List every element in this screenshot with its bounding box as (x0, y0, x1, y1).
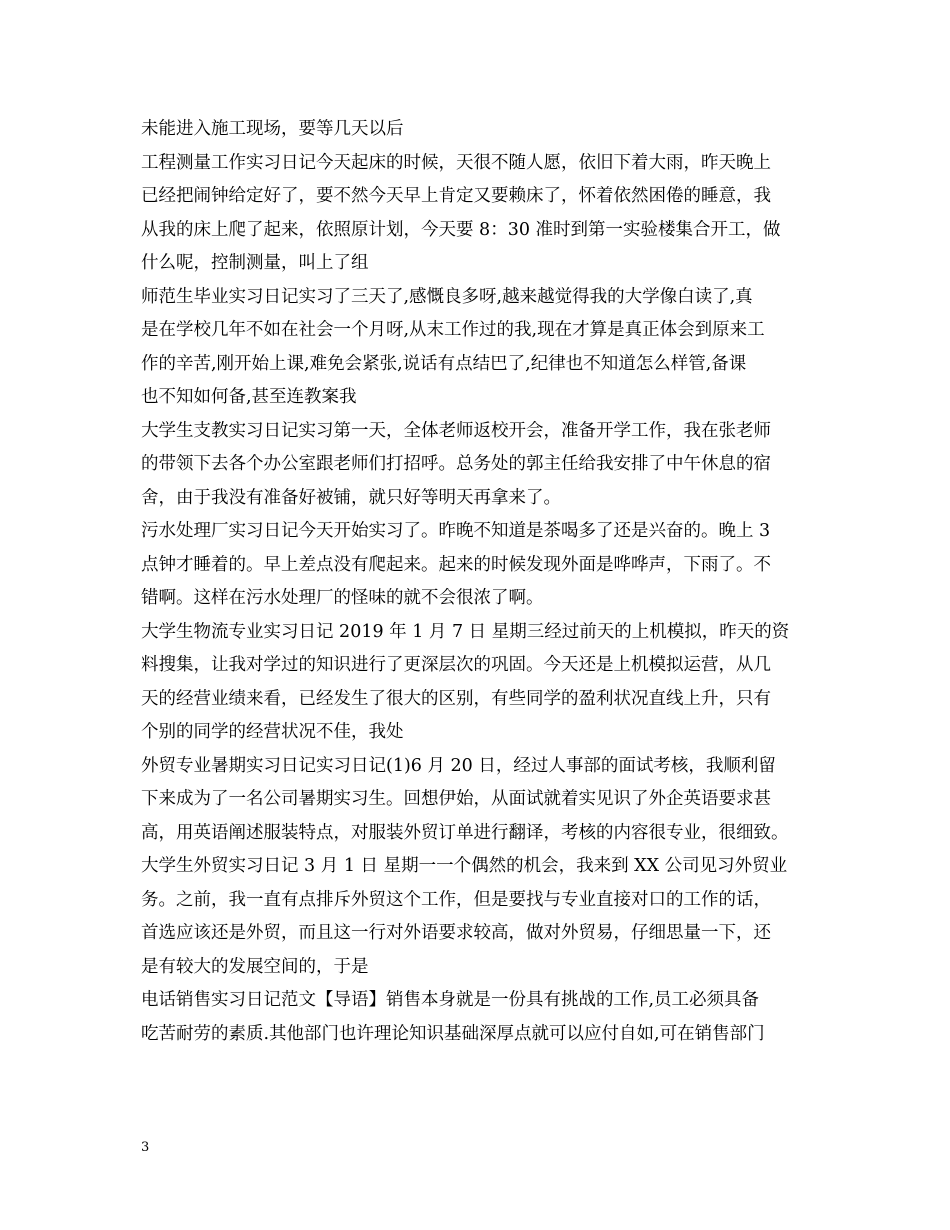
text-line: 吃苦耐劳的素质.其他部门也许理论知识基础深厚点就可以应付自如,可在销售部门 (141, 1023, 765, 1044)
text-line: 是有较大的发展空间的，于是 (141, 956, 369, 977)
text-line: 下来成为了一名公司暑期实习生。回想伊始，从面试就着实见识了外企英语要求甚 (141, 789, 771, 809)
text-line: 也不知如何备,甚至连教案我 (141, 387, 357, 407)
paragraph-foreign-trade-diary (141, 850, 821, 984)
text-line: 未能进入施工现场，要等几天以后 (141, 119, 404, 139)
text-line: 务。之前，我一直有点排斥外贸这个工作，但是要找与专业直接对口的工作的话， (141, 889, 771, 910)
paragraph-sewage-plant-diary (141, 515, 821, 616)
text-line: 错啊。这样在污水处理厂的怪味的就不会很浓了啊。 (141, 588, 544, 608)
text-line: 高，用英语阐述服装特点，对服装外贸订单进行翻译，考核的内容很专业，很细致。 (141, 822, 789, 843)
text-line: 舍，由于我没有准备好被铺，就只好等明天再拿来了。 (141, 487, 561, 508)
text-line: 天的经营业绩来看，已经发生了很大的区别，有些同学的盈利状况直线上升，只有 (141, 688, 771, 709)
text-line: 大学生外贸实习日记 3 月 1 日 星期一一个偶然的机会，我来到 XX 公司见习外贸业 (141, 856, 788, 876)
text-line: 料搜集，让我对学过的知识进行了更深层次的巩固。今天还是上机模拟运营，从几 (141, 655, 771, 675)
text-line: 首选应该还是外贸，而且这一行对外语要求较高，做对外贸易，仔细思量一下，还 (141, 923, 771, 943)
text-line: 外贸专业暑期实习日记实习日记(1)6 月 20 日，经过人事部的面试考核，我顺利留 (141, 755, 776, 776)
text-line: 个别的同学的经营状况不佳，我处 (141, 722, 404, 742)
document-body (141, 113, 821, 1051)
text-line: 点钟才睡着的。早上差点没有爬起来。起来的时候发现外面是哗哗声，下雨了。不 (141, 554, 771, 575)
text-line: 的带领下去各个办公室跟老师们打招呼。总务处的郭主任给我安排了中午休息的宿 (141, 454, 771, 474)
paragraph-construction-site (141, 113, 821, 147)
text-line: 从我的床上爬了起来，依照原计划，今天要 8：30 准时到第一实验楼集合开工，做 (141, 219, 781, 240)
text-line: 工程测量工作实习日记今天起床的时候，天很不随人愿，依旧下着大雨，昨天晚上 (141, 152, 771, 173)
text-line: 作的辛苦,刚开始上课,难免会紧张,说话有点结巴了,纪律也不知道怎么样管,备课 (141, 353, 747, 374)
text-line: 是在学校几年不如在社会一个月呀,从末工作过的我,现在才算是真正体会到原来工 (141, 320, 765, 340)
text-line: 师范生毕业实习日记实习了三天了,感慨良多呀,越来越觉得我的大学像白读了,真 (141, 286, 753, 307)
paragraph-teacher-diary (141, 281, 821, 415)
text-line: 电话销售实习日记范文【导语】销售本身就是一份具有挑战的工作,员工必须具备 (141, 990, 760, 1010)
page-number: 3 (141, 1140, 150, 1155)
paragraph-support-teaching-diary (141, 415, 821, 516)
text-line: 大学生支教实习日记实习第一天，全体老师返校开会，准备开学工作，我在张老师 (141, 420, 771, 441)
text-line: 大学生物流专业实习日记 2019 年 1 月 7 日 星期三经过前天的上机模拟，昨天的资 (141, 621, 790, 642)
text-line: 污水处理厂实习日记今天开始实习了。昨晚不知道是茶喝多了还是兴奋的。晚上 3 (141, 521, 771, 541)
paragraph-telesales-diary (141, 984, 821, 1051)
paragraph-foreign-trade-summer-diary (141, 750, 821, 851)
text-line: 什么呢，控制测量，叫上了组 (141, 253, 369, 273)
paragraph-surveying-diary (141, 147, 821, 281)
text-line: 已经把闹钟给定好了，要不然今天早上肯定又要赖床了，怀着依然困倦的睡意，我 (141, 186, 771, 206)
paragraph-logistics-diary (141, 616, 821, 750)
